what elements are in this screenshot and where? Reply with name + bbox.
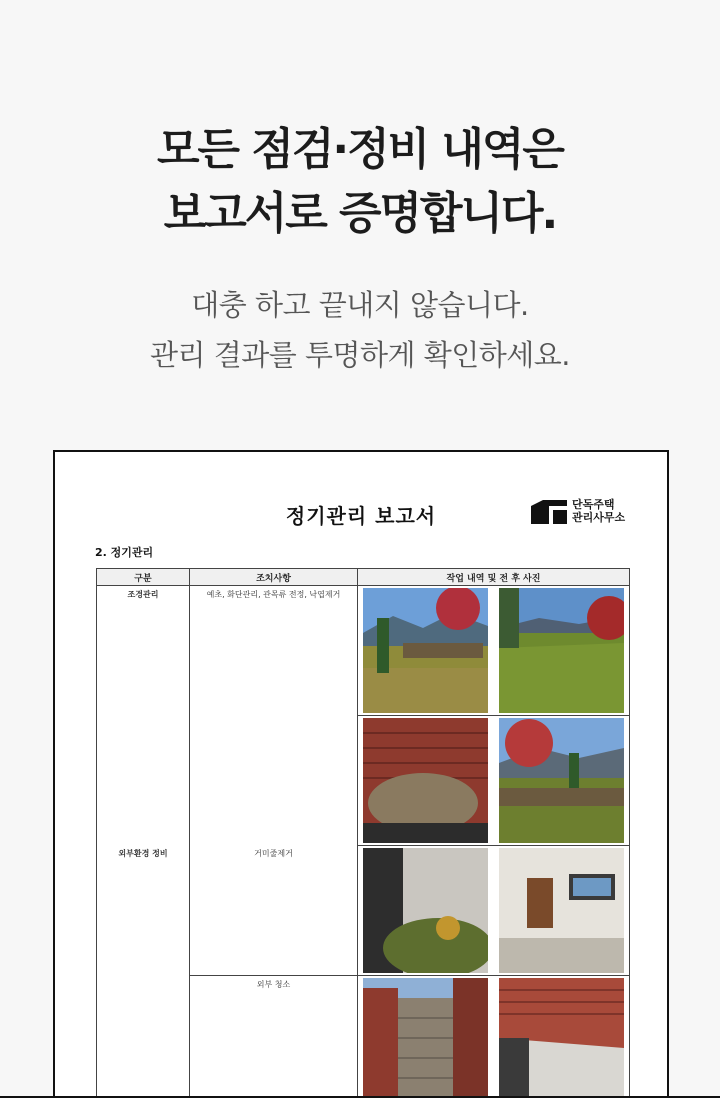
house-logo-icon — [531, 498, 567, 524]
side-yard-photo — [499, 978, 624, 1098]
wall-corner-photo — [363, 848, 488, 973]
logo-text-line-1: 단독주택 — [572, 498, 615, 511]
entrance-door-photo — [499, 848, 624, 973]
headline — [0, 118, 720, 246]
section-label: 2. 정기관리 — [95, 546, 154, 559]
action-spider: 거미줄제거 — [254, 849, 293, 858]
header-photos: 작업 내역 및 전 후 사진 — [358, 569, 630, 586]
action-landscape: 예초, 화단관리, 관목류 전정, 낙엽제거 — [206, 590, 341, 599]
maintenance-table — [96, 568, 630, 1098]
report-title: 정기관리 보고서 — [285, 504, 437, 528]
category-landscape: 조경관리 — [127, 590, 159, 599]
table-header-row — [97, 569, 630, 586]
header-category: 구분 — [97, 569, 190, 586]
subtext-line-1: 대충 하고 끝내지 않습니다. — [191, 288, 529, 322]
logo-text-line-2: 관리사무소 — [572, 511, 626, 524]
table-row — [97, 586, 630, 716]
headline-line-2: 보고서로 증명합니다. — [163, 188, 557, 239]
category-exterior: 외부환경 정비 — [118, 849, 168, 858]
report-document — [53, 450, 669, 1098]
photo-row — [358, 846, 629, 975]
photo-row — [358, 716, 629, 845]
subtext — [0, 280, 720, 380]
headline-line-1: 모든 점검·정비 내역은 — [157, 124, 563, 175]
action-cleaning: 외부 청소 — [256, 980, 291, 989]
company-logo — [531, 496, 625, 526]
lawn-photo — [499, 588, 624, 713]
photo-row — [358, 976, 629, 1098]
pruned-shrub-photo — [363, 718, 488, 843]
garden-photo — [363, 588, 488, 713]
photo-row — [358, 586, 629, 715]
header-action: 조치사항 — [190, 569, 358, 586]
autumn-garden-photo — [499, 718, 624, 843]
subtext-line-2: 관리 결과를 투명하게 확인하세요. — [149, 338, 571, 372]
stairway-photo — [363, 978, 488, 1098]
